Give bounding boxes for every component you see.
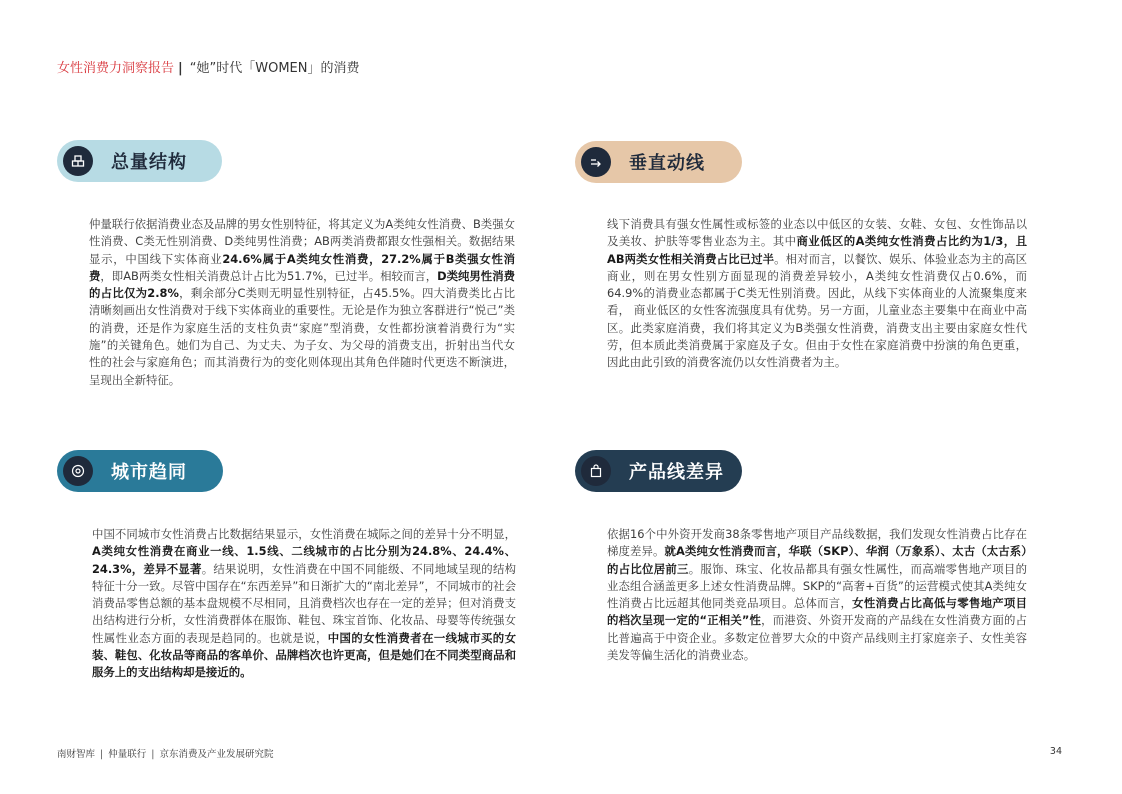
body-text: ，而港资、外资开发商的产品线在女性消费方面的占比普遍高于中资企业。多数定位普罗大众的中资产品线则主打家庭亲子、女性美容美发等偏生活化的消费业态。	[607, 613, 1027, 663]
publisher-name: 京东消费及产业发展研究院	[159, 749, 274, 760]
section-heading-total-structure	[57, 140, 222, 182]
footer-divider: |	[100, 749, 104, 760]
body-text: 。服饰、珠宝、化妆品都具有强女性属性，而高端零售地产项目的业态组合涵盖更多上述女性消费品牌。SKP的“高奢+百货”的运营模式使其A类纯女性消费占比远超其他同类竞品项目。总体而言，	[607, 561, 1027, 611]
report-header	[57, 57, 359, 76]
emphasis-text: 就A类纯女性消费而言，华联（SKP）、华润（万象系）、太古（太古系）的占比位居前三	[607, 544, 1027, 576]
section-body	[89, 216, 515, 389]
emphasis-text: 中国的女性消费者在一线城市买的女装、鞋包、化妆品等商品的客单价、品牌档次也许更高，但是她们在不同类型商品和服务上的支出结构却是接近的。	[92, 630, 516, 680]
report-title: 女性消费力洞察报告	[57, 61, 175, 76]
emphasis-text: 商业低区的A类纯女性消费占比约为1/3，且AB两类女性相关消费占比已过半	[607, 234, 1027, 266]
body-text: 线下消费具有强女性属性或标签的业态以中低区的女装、女鞋、女包、女性饰品以及美妆、护肤等零售业态为主。其中	[607, 217, 1027, 249]
page-number: 34	[1049, 746, 1062, 757]
emphasis-text: D类纯男性消费的占比仅为2.8%	[89, 268, 515, 301]
section-title: 总量结构	[111, 152, 187, 173]
body-text: ，即AB两类女性相关消费总计占比为51.7%，已过半。相较而言，	[100, 268, 438, 283]
section-title: 城市趋同	[111, 462, 187, 483]
emphasis-text: A类纯女性消费在商业一线、1.5线、二线城市的占比分别为24.8%、24.4%、24.3%，差异不显著	[92, 544, 516, 576]
section-body	[607, 216, 1027, 372]
arrow-right-icon	[581, 147, 611, 177]
report-subtitle: “她”时代「WOMEN」的消费	[189, 61, 360, 76]
body-text: 。结果说明，女性消费在中国不同能级、不同地域呈现的结构特征十分一致。尽管中国存在“东西差异”和日渐扩大的“南北差异”，不同城市的社会消费品零售总额的基本盘规模不尽相同，且消费档次也存在一定的差异；但对消费支出结构进行分析，女性消费群体在服饰、鞋包、珠宝首饰、化妆品、母婴等传统强女性属性业态方面的表现是趋同的。也就是说，	[92, 561, 516, 645]
section-title: 垂直动线	[629, 153, 705, 174]
shopping-bag-icon	[581, 456, 611, 486]
body-text: ，剩余部分C类则无明显性别特征，占45.5%。四大消费类比占比清晰刻画出女性消费对于线下实体商业的重要性。无论是作为独立客群进行“悦己”类的消费，还是作为家庭生活的支柱负责“家庭”型消费，女性都扮演着消费行为“实施”的关键角色。她们为自己、为丈夫、为子女、为父母的消费支出，折射出当代女性的社会与家庭角色；而其消费行为的变化则体现出其角色伴随时代更迭不断演进，呈现出全新特征。	[89, 286, 516, 387]
emphasis-text: 女性消费占比高低与零售地产项目的档次呈现一定的“正相关”性	[607, 596, 1027, 628]
target-icon	[63, 456, 93, 486]
section-heading-city-convergence	[57, 450, 223, 492]
section-title: 产品线差异	[629, 462, 724, 483]
section-body	[607, 526, 1027, 664]
header-divider: |	[178, 61, 183, 76]
body-text: 仲量联行依据消费业态及品牌的男女性别特征，将其定义为A类纯女性消费、B类强女性消费、C类无性别消费、D类纯男性消费；AB两类消费都跟女性强相关。数据结果显示，中国线下实体商业	[89, 217, 515, 266]
emphasis-text: 24.6%属于A类纯女性消费，27.2%属于B类强女性消费	[89, 251, 515, 283]
building-icon	[63, 146, 93, 176]
publisher-name: 仲量联行	[108, 749, 147, 760]
body-text: 中国不同城市女性消费占比数据结果显示，女性消费在城际之间的差异十分不明显，	[92, 527, 516, 541]
publisher-name: 南财智库	[57, 749, 96, 760]
footer-divider: |	[151, 749, 155, 760]
footer-publishers	[57, 746, 273, 760]
body-text: 。相对而言，以餐饮、娱乐、体验业态为主的高区商业，则在男女性别方面显现的消费差异较小，A类纯女性消费仅占0.6%，而64.9%的消费业态都属于C类无性别消费。因此，从线下实体商业的人流聚集度来看， 商业低区的女性客流强度具有优势。另一方面，儿童业态主要集中在商业中高区。此类家庭消费，我们将其定义为B类强女性消费，消费支出主要由家庭女性代劳，但本质此类消费属于家庭及子女。但由于女性在家庭消费中扮演的角色更重，因此由此引致的消费客流仍以女性消费者为主。	[607, 251, 1027, 370]
body-text: 依据16个中外资开发商38条零售地产项目产品线数据，我们发现女性消费占比存在梯度差异。	[607, 527, 1027, 559]
section-heading-product-line	[575, 450, 742, 492]
section-heading-vertical-flow	[575, 141, 742, 183]
section-body	[92, 526, 516, 682]
